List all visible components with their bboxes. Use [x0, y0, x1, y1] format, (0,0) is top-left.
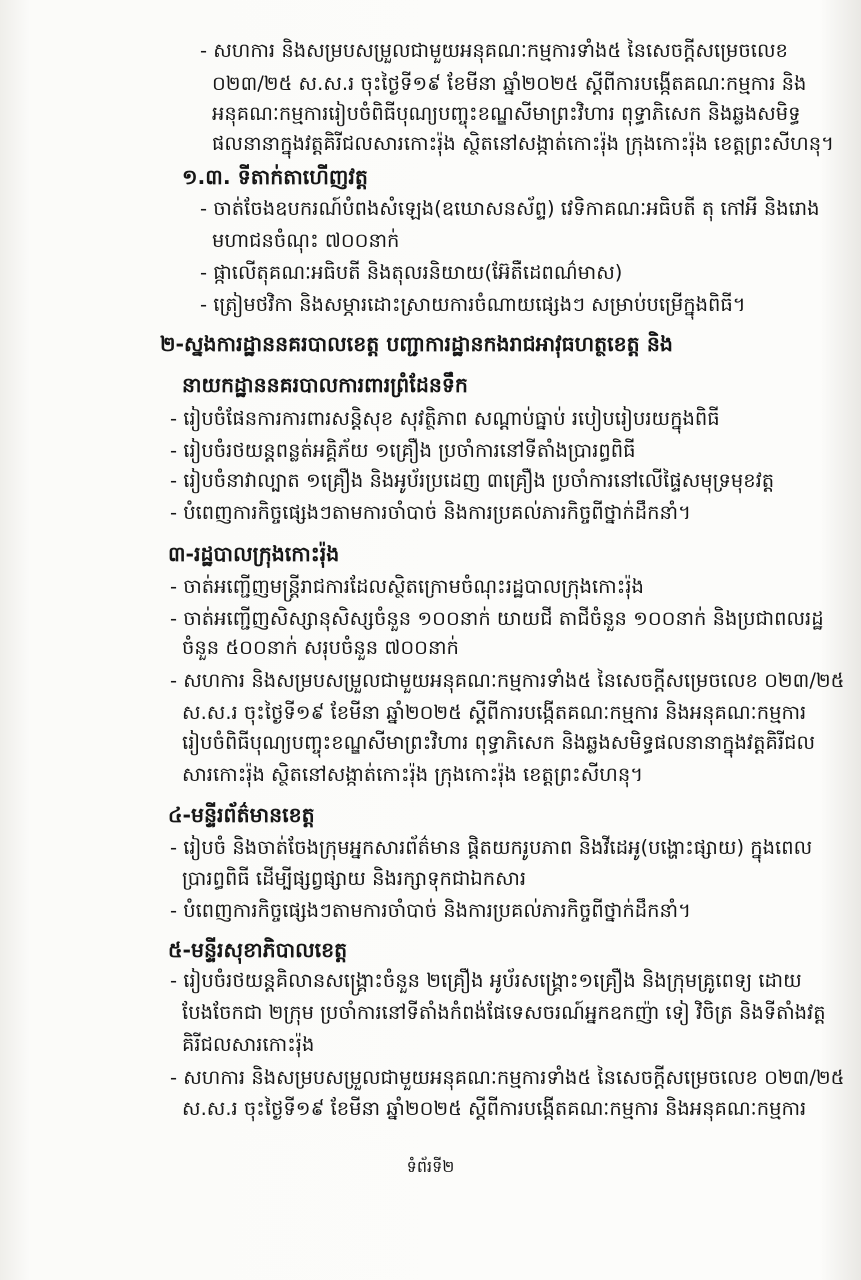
section-heading: ៤-មន្ទីរព័ត៌មានខេត្ត [168, 803, 315, 827]
bullet-line: - បំពេញការកិច្ចផ្សេងៗតាមការចាំបាច់ និងការប្រគល់ភារកិច្ចពីថ្នាក់ដឹកនាំ។ [170, 899, 691, 922]
paragraph-line: ស.ស.រ ចុះថ្ងៃទី១៩ ខែមីនា ឆ្នាំ២០២៥ ស្តីពីការបង្កើតគណៈកម្មការ និងអនុគណៈកម្មការ [182, 701, 807, 724]
section-heading: ២-ស្នងការដ្ឋាននគរបាលខេត្ត បញ្ជាការដ្ឋានកងរាជអាវុធហត្ថខេត្ត និង [160, 332, 673, 356]
paragraph-line: អនុគណៈកម្មការរៀបចំពិធីបុណ្យបញ្ចុះខណ្ឌសីមាព្រះវិហារ ពុទ្ធាភិសេក និងឆ្លងសមិទ្ធ [212, 102, 801, 125]
bullet-line: - សហការ និងសម្របសម្រួលជាមួយអនុគណៈកម្មការទាំង៥ នៃសេចក្តីសម្រេចលេខ ០២៣/២៥ [170, 669, 845, 692]
subsection-heading: ១.៣. ទីតាក់តាហើញវត្ត [182, 165, 368, 189]
section-heading: ៥-មន្ទីរសុខាភិបាលខេត្ត [168, 938, 348, 962]
section-heading: ៣-រដ្ឋបាលក្រុងកោះរ៉ុង [168, 542, 340, 566]
section-heading-continued: នាយកដ្ឋាននគរបាលការពារព្រំដែនទឹក [182, 373, 468, 397]
bullet-line: - ចាត់អញ្ជើញមន្ត្រីរាជការដែលស្ថិតក្រោមចំណុះរដ្ឋបាលក្រុងកោះរ៉ុង [170, 575, 644, 598]
paragraph-line: គិរីជលសារកោះរ៉ុង [182, 1033, 315, 1056]
paragraph-line: ចំនួន ៥០០នាក់ សរុបចំនួន ៧០០នាក់ [182, 636, 459, 659]
bullet-line: - សហការ និងសម្របសម្រួលជាមួយអនុគណៈកម្មការទាំង៥ នៃសេចក្តីសម្រេចលេខ ០២៣/២៥ [170, 1066, 845, 1089]
bullet-line: - បំពេញការកិច្ចផ្សេងៗតាមការចាំបាច់ និងការប្រគល់ភារកិច្ចពីថ្នាក់ដឹកនាំ។ [170, 501, 691, 524]
paragraph-line: មហាជនចំណុះ ៧០០នាក់ [212, 229, 400, 252]
bullet-line: - សហការ និងសម្របសម្រួលជាមួយអនុគណៈកម្មការទាំង៥ នៃសេចក្តីសម្រេចលេខ [200, 39, 788, 62]
bullet-line: - រៀបចំផែនការការពារសន្តិសុខ សុវត្ថិភាព សណ្តាប់ធ្នាប់ របៀបរៀបរយក្នុងពិធី [170, 407, 720, 430]
page-number: ទំព័រទី២ [406, 1157, 455, 1176]
paragraph-line: ០២៣/២៥ ស.ស.រ ចុះថ្ងៃទី១៩ ខែមីនា ឆ្នាំ២០២៥ ស្តីពីការបង្កើតគណៈកម្មការ និង [212, 72, 807, 95]
bullet-line: - រៀបចំរថយន្តគិលានសង្គ្រោះចំនួន ២គ្រឿង អូប័រសង្គ្រោះ១គ្រឿង និងក្រុមគ្រូពេទ្យ ដោយ [170, 969, 802, 992]
paragraph-line: សារកោះរ៉ុង ស្ថិតនៅសង្កាត់កោះរ៉ុង ក្រុងកោះរ៉ុង ខេត្តព្រះសីហនុ។ [182, 763, 644, 786]
bullet-line: - ត្រៀមថវិកា និងសម្ភារដោះស្រាយការចំណាយផ្សេងៗ សម្រាប់បម្រើក្នុងពិធី។ [200, 293, 746, 316]
paragraph-line: រៀបចំពិធីបុណ្យបញ្ចុះខណ្ឌសីមាព្រះវិហារ ពុទ្ធាភិសេក និងឆ្លងសមិទ្ធផលនានាក្នុងវត្តគិរីជល [182, 731, 816, 754]
bullet-line: - រៀបចំនាវាល្បាត ១គ្រឿង និងអូប័រប្រដេញ ៣គ្រឿង ប្រចាំការនៅលើផ្ទៃសមុទ្រមុខវត្ត [170, 469, 775, 492]
paragraph-line: ផលនានាក្នុងវត្តគិរីជលសារកោះរ៉ុង ស្ថិតនៅសង្កាត់កោះរ៉ុង ក្រុងកោះរ៉ុង ខេត្តព្រះសីហនុ។ [212, 132, 834, 155]
bullet-line: - ចាត់អញ្ជើញសិស្សានុសិស្សចំនួន ១០០នាក់ យាយជី តាជីចំនួន ១០០នាក់ និងប្រជាពលរដ្ឋ [170, 607, 824, 630]
bullet-line: - រៀបចំ និងចាត់ចែងក្រុមអ្នកសារព័ត៌មាន ផ្តិតយករូបភាព និងវីដេអូ(បង្ហោះផ្សាយ) ក្នុងពេល [170, 836, 813, 859]
bullet-line: - ចាត់ចែងឧបករណ៍បំពងសំឡេង(ឧឃោសនស័ព្ទ) វេទិកាគណៈអធិបតី តុ កៅអី និងរោង [200, 197, 820, 220]
bullet-line: - ផ្កាលើតុគណៈអធិបតី និងតុលរនិយាយ(អ៊ែតឺដេពណ៌មាស) [200, 261, 623, 284]
paragraph-line: ប្រារព្ធពិធី ដើម្បីផ្សព្វផ្សាយ និងរក្សាទុកជាឯកសារ [182, 867, 527, 890]
paragraph-line: បែងចែកជា ២ក្រុម ប្រចាំការនៅទីតាំងកំពង់ផែទេសចរណ៍អ្នកឧកញ៉ា ទៀ វិចិត្រ និងទីតាំងវត្ត [182, 1001, 826, 1024]
paragraph-line: ស.ស.រ ចុះថ្ងៃទី១៩ ខែមីនា ឆ្នាំ២០២៥ ស្តីពីការបង្កើតគណៈកម្មការ និងអនុគណៈកម្មការ [182, 1097, 807, 1120]
bullet-line: - រៀបចំរថយន្តពន្លត់អគ្គិភ័យ ១គ្រឿង ប្រចាំការនៅទីតាំងប្រារព្ធពិធី [170, 439, 636, 462]
